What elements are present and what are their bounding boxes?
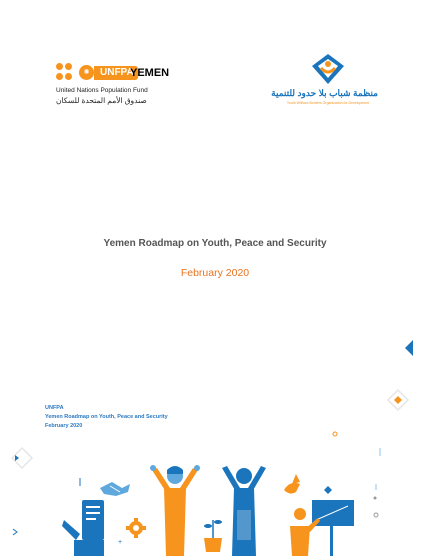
un-emblem-icon: ✺ bbox=[79, 65, 94, 80]
ywb-name-ar: منظمة شباب بلا حدود للتنمية bbox=[271, 88, 378, 98]
person-celebrating-blue-icon bbox=[222, 466, 266, 556]
gear-icon bbox=[126, 518, 146, 538]
footer-org: UNFPA bbox=[45, 405, 64, 411]
unfpa-name-ar: صندوق الأمم المتحدة للسكان bbox=[56, 96, 147, 105]
document-title: Yemen Roadmap on Youth, Peace and Security bbox=[103, 238, 327, 249]
person-with-document-icon bbox=[62, 500, 104, 556]
diamond-icon bbox=[388, 390, 408, 410]
handshake-icon bbox=[100, 482, 130, 496]
document-date: February 2020 bbox=[180, 267, 250, 279]
unfpa-name-en: United Nations Population Fund bbox=[56, 87, 148, 94]
dove-icon bbox=[284, 474, 300, 494]
unfpa-brand: UNFPA bbox=[94, 66, 138, 80]
blue-triangle-icon bbox=[405, 340, 413, 356]
person-celebrating-orange-icon bbox=[150, 465, 200, 556]
small-circle-icon bbox=[333, 432, 337, 436]
person-presenting-icon bbox=[290, 500, 354, 556]
footer-date: February 2020 bbox=[45, 423, 83, 429]
footer-title: Yemen Roadmap on Youth, Peace and Security bbox=[45, 414, 168, 420]
svg-text:+: + bbox=[118, 539, 123, 546]
plant-icon bbox=[204, 520, 222, 552]
unfpa-country: YEMEN bbox=[130, 67, 170, 79]
left-diamond-icon bbox=[12, 448, 32, 468]
ywb-name-en: Youth Without Borders Organization for Development bbox=[286, 101, 370, 105]
